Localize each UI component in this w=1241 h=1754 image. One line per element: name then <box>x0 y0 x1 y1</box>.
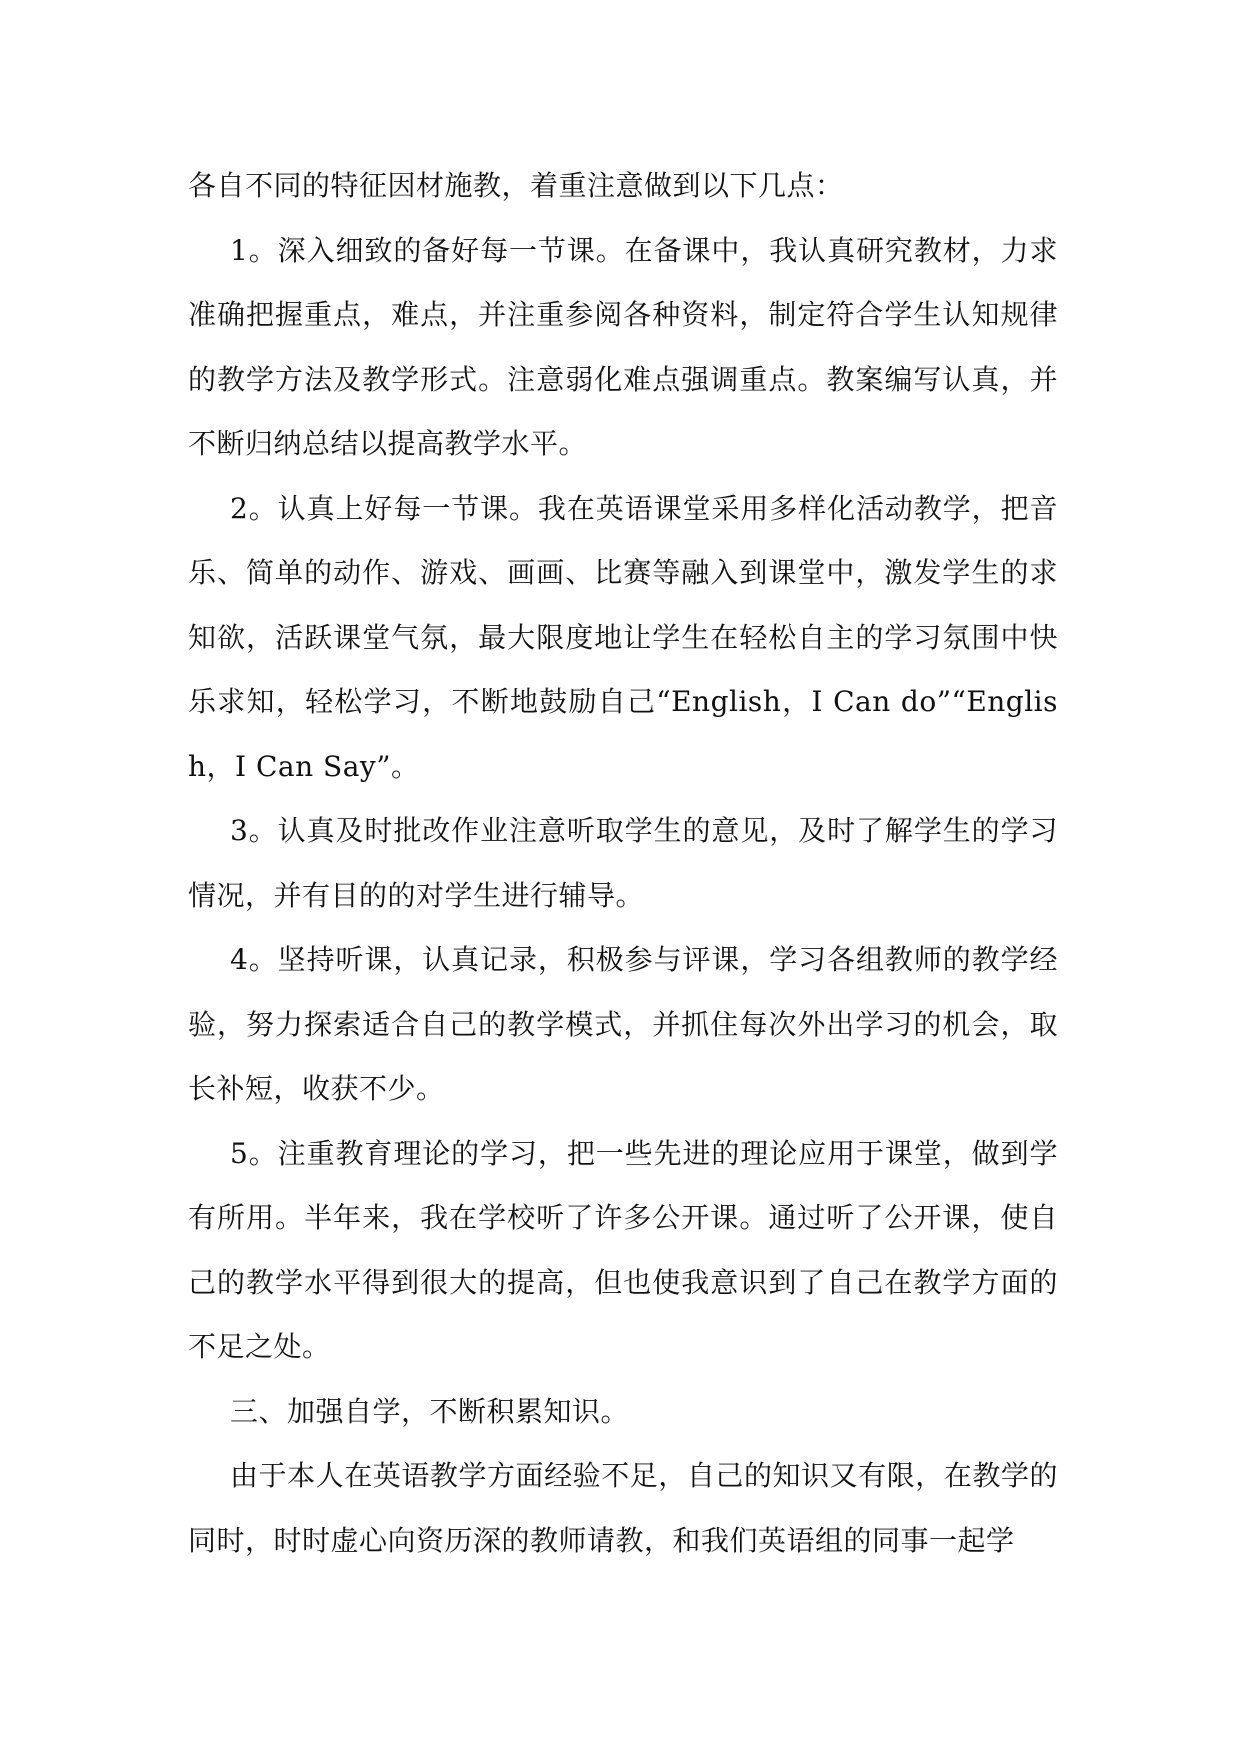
paragraph-item-5: 5。注重教育理论的学习，把一些先进的理论应用于课堂，做到学有所用。半年来，我在学校听了许多公开课。通过听了公开课，使自己的教学水平得到很大的提高，但也使我意识到了自己在教学方面的不足之处。 <box>188 1136 1058 1363</box>
paragraph-item-1: 1。深入细致的备好每一节课。在备课中，我认真研究教材，力求准确把握重点，难点，并注重参阅各种资料，制定符合学生认知规律的教学方法及教学形式。注意弱化难点强调重点。教案编写认真，并不断归纳总结以提高教学水平。 <box>188 233 1058 460</box>
paragraph-item-3: 3。认真及时批改作业注意听取学生的意见，及时了解学生的学习情况，并有目的的对学生进行辅导。 <box>188 814 1058 912</box>
document-body <box>188 154 1058 1573</box>
paragraph-intro: 各自不同的特征因材施教，着重注意做到以下几点： <box>188 169 844 202</box>
paragraph-item-4: 4。坚持听课，认真记录，积极参与评课，学习各组教师的教学经验，努力探索适合自己的教学模式，并抓住每次外出学习的机会，取长补短，收获不少。 <box>188 943 1058 1105</box>
paragraph-item-2: 2。认真上好每一节课。我在英语课堂采用多样化活动教学，把音乐、简单的动作、游戏、画画、比赛等融入到课堂中，激发学生的求知欲，活跃课堂气氛，最大限度地让学生在轻松自主的学习氛围中快乐求知，轻松学习，不断地鼓励自己“English，I Can do”“English，I Can Say”。 <box>188 491 1058 783</box>
paragraph-self-study: 由于本人在英语教学方面经验不足，自己的知识又有限，在教学的同时，时时虚心向资历深的教师请教，和我们英语组的同事一起学 <box>188 1459 1058 1557</box>
section-heading-three: 三、加强自学，不断积累知识。 <box>230 1394 630 1428</box>
